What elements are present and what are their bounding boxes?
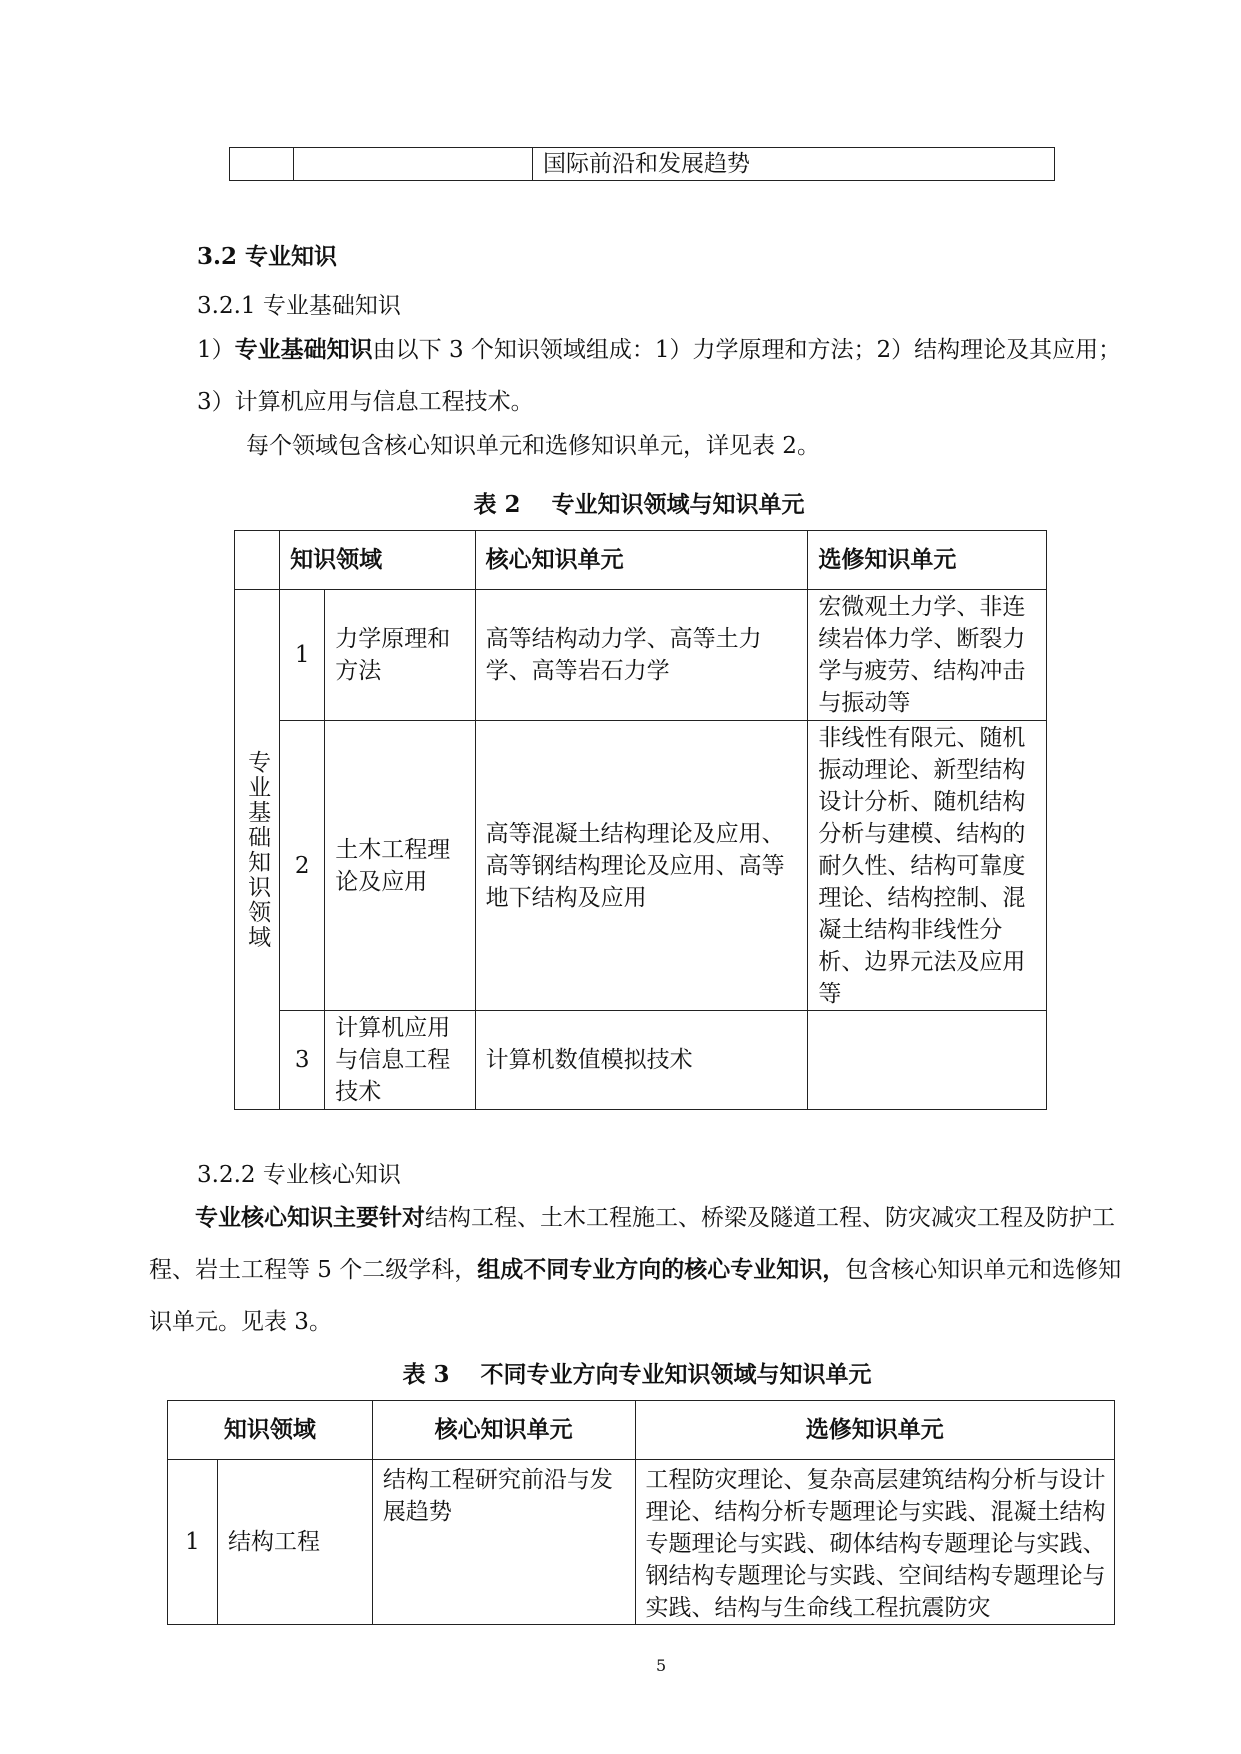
table2-row-core: 计算机数值模拟技术	[475, 1011, 808, 1110]
table3-row-core: 结构工程研究前沿与发展趋势	[372, 1460, 635, 1625]
section-heading-3-2-1: 3.2.1 专业基础知识	[197, 293, 401, 319]
table3-header-domain: 知识领域	[168, 1401, 373, 1460]
table3-row-domain: 结构工程	[217, 1460, 372, 1625]
top-table-empty-cell	[294, 148, 533, 181]
table3-caption: 表 3 不同专业方向专业知识领域与知识单元	[402, 1361, 872, 1388]
table2-row-core: 高等混凝土结构理论及应用、高等钢结构理论及应用、高等地下结构及应用	[475, 721, 808, 1011]
table2	[234, 530, 1047, 1110]
table3-row-elective: 工程防灾理论、复杂高层建筑结构分析与设计理论、结构分析专题理论与实践、混凝土结构专题理论与实践、砌体结构专题理论与实践、钢结构专题理论与实践、空间结构专题理论与实践、结构与生命线工程抗震防灾	[635, 1460, 1114, 1625]
paragraph-text: 由以下 3 个知识领域组成：1）力学原理和方法；2）结构理论及其应用；3）计算机应用与信息工程技术。	[197, 337, 1122, 415]
paragraph-text: 结构工程、土木工程施工、桥梁及隧道工程、防灾减灾工程及防护工程、岩土工程等 5 个二级学科，	[149, 1205, 1115, 1283]
table2-row-domain: 力学原理和方法	[325, 590, 475, 721]
paragraph-bold-text: 专业核心知识主要针对	[195, 1204, 425, 1231]
paragraph-core-knowledge	[149, 1192, 1139, 1348]
table2-row-domain: 计算机应用与信息工程技术	[325, 1011, 475, 1110]
table2-row-domain: 土木工程理论及应用	[325, 721, 475, 1011]
top-table-fragment	[229, 147, 1055, 181]
table2-header-core: 核心知识单元	[475, 531, 808, 590]
top-table-text-cell: 国际前沿和发展趋势	[533, 148, 1055, 181]
table2-row-number: 1	[280, 590, 325, 721]
table2-row-number: 3	[280, 1011, 325, 1110]
paragraph-number: 1）	[197, 337, 235, 363]
table2-row-elective: 非线性有限元、随机振动理论、新型结构设计分析、随机结构分析与建模、结构的耐久性、结构可靠度理论、结构控制、混凝土结构非线性分析、边界元法及应用等	[808, 721, 1047, 1011]
table2-row-number: 2	[280, 721, 325, 1011]
table2-header-empty	[235, 531, 280, 590]
section-heading-3-2-2: 3.2.2 专业核心知识	[197, 1162, 401, 1188]
table3-header-core: 核心知识单元	[372, 1401, 635, 1460]
table2-caption: 表 2 专业知识领域与知识单元	[473, 491, 805, 518]
section-heading-3-2: 3.2 专业知识	[197, 243, 338, 270]
table2-row-elective: 宏微观土力学、非连续岩体力学、断裂力学与疲劳、结构冲击与振动等	[808, 590, 1047, 721]
table3-row-number: 1	[168, 1460, 218, 1625]
paragraph-bold-term: 专业基础知识	[234, 336, 373, 363]
paragraph-basic-knowledge	[197, 324, 1137, 428]
paragraph-table2-intro: 每个领域包含核心知识单元和选修知识单元，详见表 2。	[246, 433, 820, 459]
table2-row-elective	[808, 1011, 1047, 1110]
table2-header-elective: 选修知识单元	[808, 531, 1047, 590]
table3-header-elective: 选修知识单元	[635, 1401, 1114, 1460]
table2-row-core: 高等结构动力学、高等土力学、高等岩石力学	[475, 590, 808, 721]
paragraph-text: 包含核心知识单元和选修知识单元。见表 3。	[149, 1257, 1122, 1335]
paragraph-bold-text: 组成不同专业方向的核心专业知识，	[477, 1256, 846, 1283]
table2-header-domain: 知识领域	[280, 531, 475, 590]
top-table-empty-cell	[230, 148, 294, 181]
table2-group-label: 专业基础知识领域	[235, 590, 280, 1110]
table3	[167, 1400, 1115, 1625]
page-number: 5	[656, 1656, 667, 1675]
